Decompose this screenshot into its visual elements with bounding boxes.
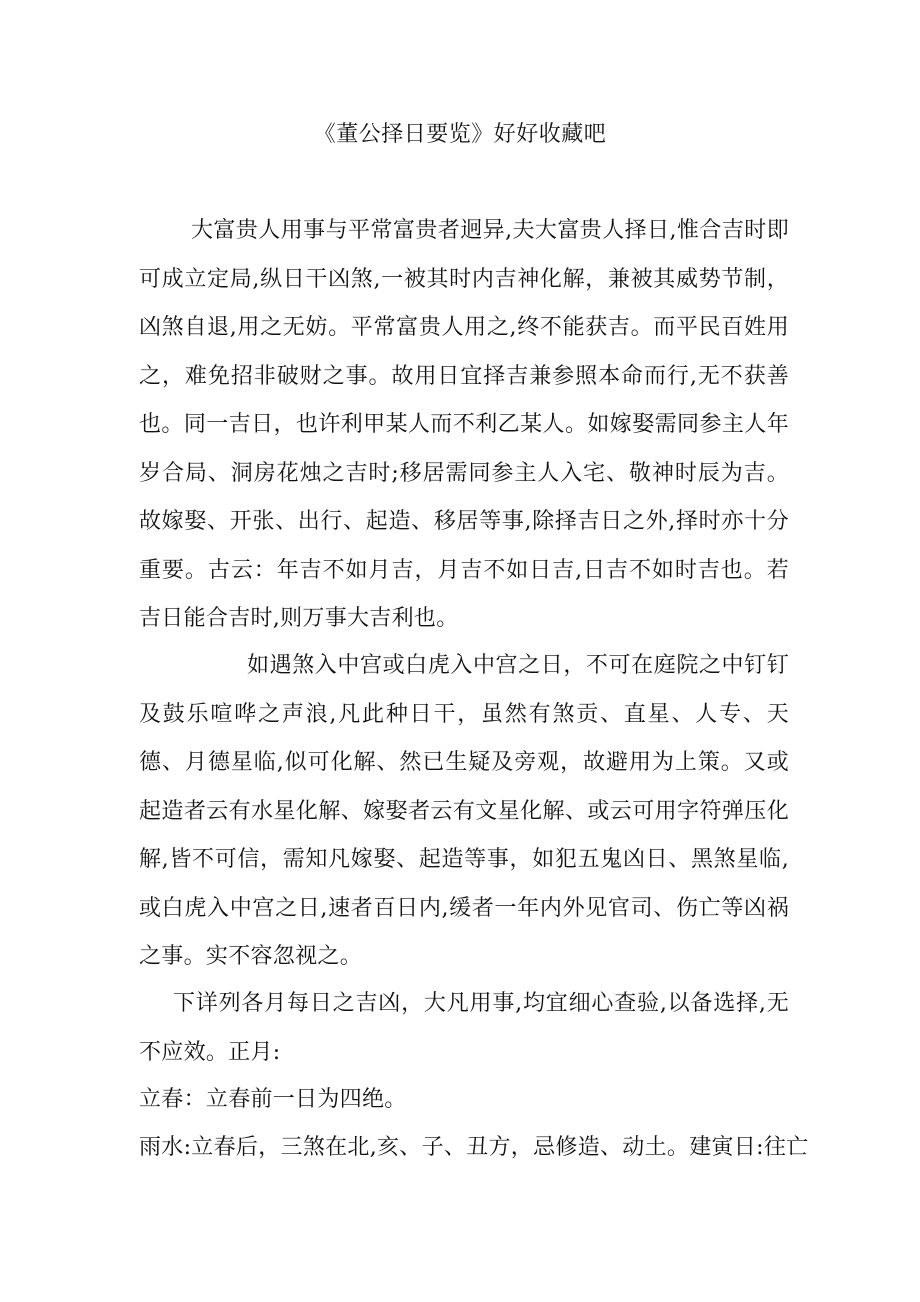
document-title: 《董公择日要览》好好收藏吧 <box>313 122 607 147</box>
paragraph-yushui: 雨水:立春后，三煞在北,亥、子、丑方，忌修造、动土。建寅日:往亡 <box>139 1135 809 1160</box>
paragraph-warning: 如遇煞入中宫或白虎入中宫之日，不可在庭院之中钉钉及鼓乐喧哗之声浪,凡此种日干，虽然有煞贡、直星、人专、天德、月德星临,似可化解、然已生疑及旁观，故避用为上策。又或起造者云有水星化解、嫁娶者云有文星化解、或云可用字符弹压化解,皆不可信，需知凡嫁娶、起造等事，如犯五鬼凶日、黑煞星临,或白虎入中宫之日,速者百日内,缓者一年内外见官司、伤亡等凶祸之事。实不容忽视之。 <box>139 653 789 969</box>
paragraph-lichun: 立春：立春前一日为四绝。 <box>139 1087 407 1112</box>
paragraph-intro: 大富贵人用事与平常富贵者迥异,夫大富贵人择日,惟合吉时即可成立定局,纵日干凶煞,一被其时内吉神化解，兼被其威势节制，凶煞自退,用之无妨。平常富贵人用之,终不能获吉。而平民百姓用之，难免招非破财之事。故用日宜择吉兼参照本命而行,无不获善也。同一吉日，也许利甲某人而不利乙某人。如嫁娶需同参主人年岁合局、洞房花烛之吉时;移居需同参主人入宅、敬神时辰为吉。故嫁娶、开张、出行、起造、移居等事,除择吉日之外,择时亦十分重要。古云：年吉不如月吉，月吉不如日吉,日吉不如时吉也。若吉日能合吉时,则万事大吉利也。 <box>139 218 789 631</box>
paragraph-monthly-intro: 下详列各月每日之吉凶，大凡用事,均宜细心查验,以备选择,无不应效。正月: <box>139 991 789 1065</box>
